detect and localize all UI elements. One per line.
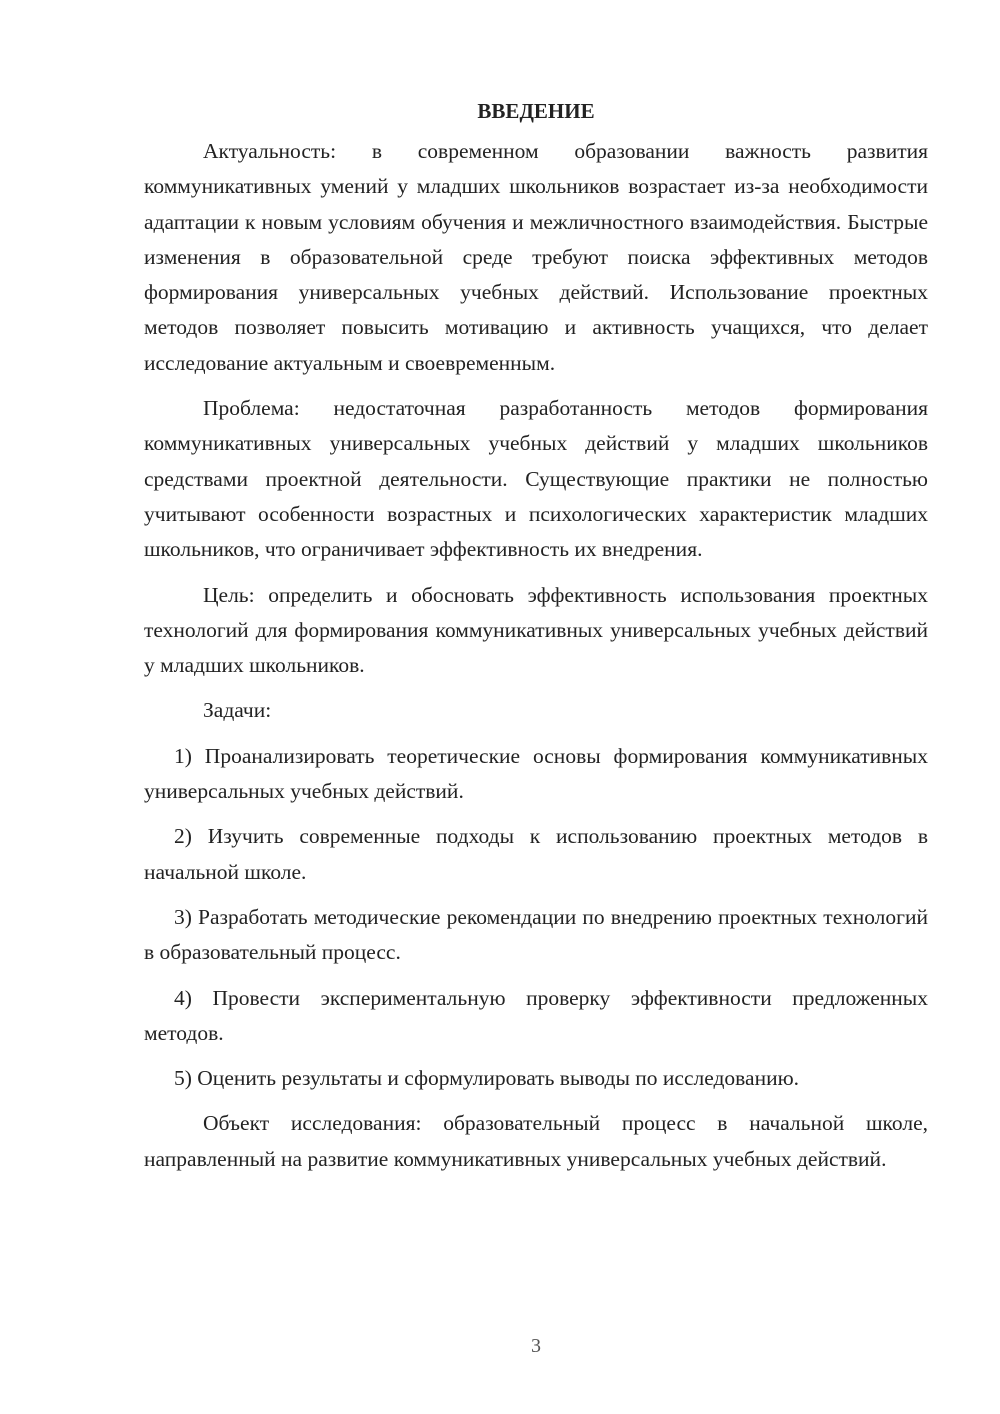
page-number: 3 xyxy=(531,1335,541,1357)
tasks-heading: Задачи: xyxy=(203,698,272,723)
task-item-5: 5) Оценить результаты и сформулировать выводы по исследованию. xyxy=(174,1066,800,1091)
object-paragraph: Объект исследования: образовательный процесс в начальной школе, направленный на развитие коммуникативных универсальных учебных действий. xyxy=(144,1111,928,1171)
page-content xyxy=(144,94,928,1187)
task-item-3: 3) Разработать методические рекомендации по внедрению проектных технологий в образовательный процесс. xyxy=(144,904,928,965)
section-heading: ВВЕДЕНИЕ xyxy=(477,99,595,123)
goal-paragraph: Цель: определить и обосновать эффективность использования проектных технологий для формирования коммуникативных универсальных учебных действий у младших школьников. xyxy=(144,582,928,678)
problem-paragraph: Проблема: недостаточная разработанность методов формирования коммуникативных универсальных учебных действий у младших школьников средствами проектной деятельности. Существующие практики не полностью учитывают особенности возрастных и психологических характеристик младших школьников, что ограничивает эффективность их внедрения. xyxy=(144,396,928,562)
task-item-2: 2) Изучить современные подходы к использованию проектных методов в начальной школе. xyxy=(144,824,928,884)
relevance-paragraph: Актуальность: в современном образовании важность развития коммуникативных умений у младших школьников возрастает из-за необходимости адаптации к новым условиям обучения и межличностного взаимодействия. Быстрые изменения в образовательной среде требуют поиска эффективных методов формирования универсальных учебных действий. Использование проектных методов позволяет повысить мотивацию и активность учащихся, что делает исследование актуальным и своевременным. xyxy=(144,139,928,375)
task-item-1: 1) Проанализировать теоретические основы формирования коммуникативных универсальных учебных действий. xyxy=(144,743,928,804)
task-item-4: 4) Провести экспериментальную проверку эффективности предложенных методов. xyxy=(144,985,928,1045)
